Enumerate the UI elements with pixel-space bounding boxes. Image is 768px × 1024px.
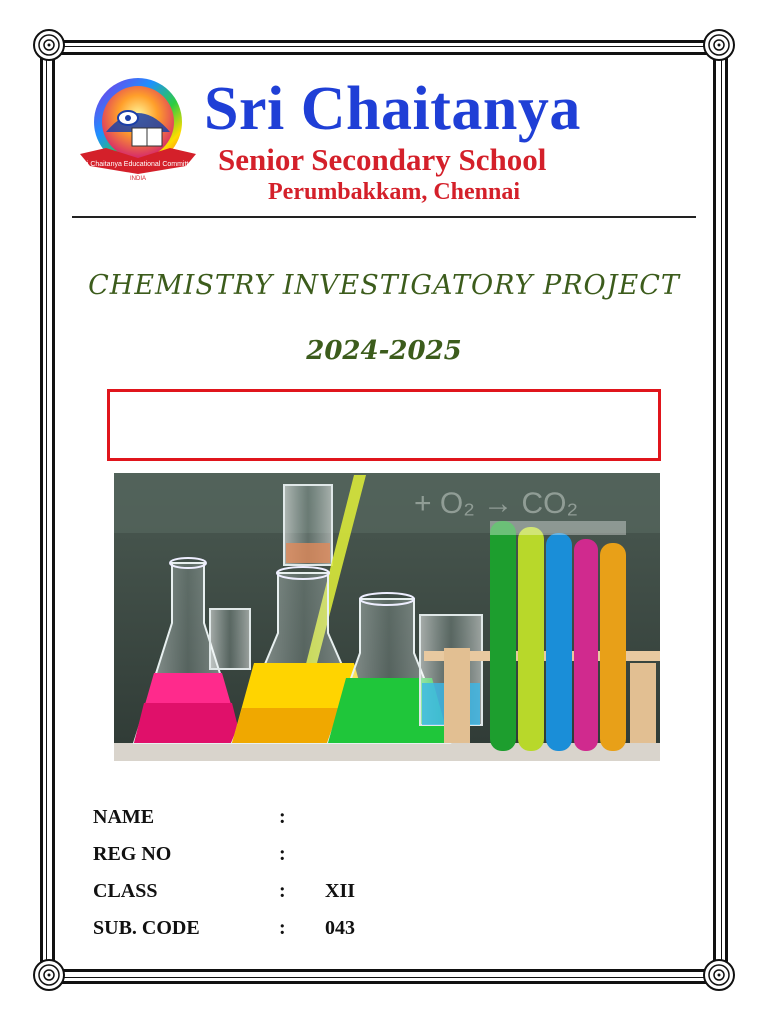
corner-ornament-icon (702, 28, 736, 62)
chemistry-glassware-photo (114, 473, 660, 761)
school-logo-icon (76, 74, 200, 184)
detail-separator: : (279, 880, 286, 902)
detail-label: CLASS (93, 880, 158, 902)
svg-text:+ O₂ → CO₂: + O₂ → CO₂ (414, 487, 579, 520)
detail-row-reg-no (93, 843, 653, 880)
corner-ornament-icon (32, 958, 66, 992)
school-name: Sri Chaitanya (204, 75, 581, 143)
detail-row-name (93, 806, 653, 843)
detail-separator: : (279, 917, 286, 939)
svg-text:Sri Chaitanya Educational Comm: Sri Chaitanya Educational Committee (79, 161, 197, 168)
detail-label: SUB. CODE (93, 917, 200, 939)
detail-separator: : (279, 806, 286, 828)
header-divider (72, 216, 696, 218)
detail-label: NAME (93, 806, 155, 828)
svg-text:INDIA: INDIA (129, 176, 147, 182)
detail-label: REG NO (93, 843, 172, 865)
detail-row-sub-code (93, 917, 653, 954)
project-year: 2024-2025 (306, 336, 462, 366)
school-header (76, 70, 700, 220)
project-topic-box (107, 389, 661, 461)
detail-row-class (93, 880, 653, 917)
detail-value: 043 (325, 917, 355, 939)
school-subtitle: Senior Secondary School (218, 142, 547, 177)
detail-value: XII (325, 880, 356, 902)
school-location: Perumbakkam, Chennai (268, 179, 521, 205)
corner-ornament-icon (702, 958, 736, 992)
detail-separator: : (279, 843, 286, 865)
corner-ornament-icon (32, 28, 66, 62)
student-details (93, 806, 653, 954)
project-title: CHEMISTRY INVESTIGATORY PROJECT (88, 270, 680, 301)
